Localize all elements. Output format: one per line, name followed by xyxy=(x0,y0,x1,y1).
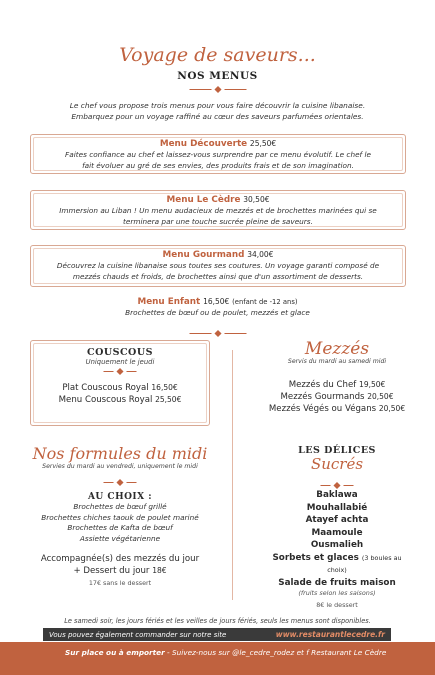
ornament-divider xyxy=(104,367,137,375)
menu-decouverte-box xyxy=(30,134,406,174)
menu-name: Menu Découverte xyxy=(159,139,248,149)
ornament-divider xyxy=(321,481,354,489)
footer-note: Le samedi soir, les jours fériés et les veilles de jours fériés, seuls les menus sont disponibles. xyxy=(64,617,371,625)
couscous-sub: Uniquement le jeudi xyxy=(85,358,155,366)
menu-desc: Découvrez la cuisine libanaise sous toutes ses coutures. Un voyage garanti composé de xyxy=(56,261,380,270)
choix-item: Brochettes chiches taouk de poulet mariné xyxy=(41,512,199,522)
menu-desc: Faites confiance au chef et laissez-vous surprendre par ce menu évolutif. Le chef le xyxy=(65,150,371,159)
delice-item: Sorbets et glaces (3 boules au choix) xyxy=(272,552,402,574)
salade-note: (fruits selon les saisons) xyxy=(298,589,376,597)
delices-list xyxy=(262,489,412,589)
menu-desc: terminera par une touche sucrée pleine de saveurs. xyxy=(123,216,313,226)
menu-desc: mezzés chauds et froids, de brochettes ainsi que d'un assortiment de desserts. xyxy=(72,271,364,281)
delice-item: Maamoule xyxy=(311,527,363,538)
formules-section xyxy=(25,445,215,587)
mezzes-section xyxy=(262,340,412,415)
couscous-title: COUSCOUS xyxy=(87,347,153,358)
choix-list xyxy=(25,502,215,544)
accompagnement-line: Accompagnée(s) des mezzés du jour xyxy=(40,554,200,564)
choix-title: AU CHOIX : xyxy=(87,492,153,502)
section-title-menus: NOS MENUS xyxy=(177,70,258,82)
delice-item: Ousmalieh xyxy=(310,540,364,550)
mezzes-item: Mezzés du Chef 19,50€ xyxy=(288,380,386,390)
mezzes-item: Mezzés Gourmands 20,50€ xyxy=(280,392,394,402)
delice-item: Mouhallabié xyxy=(306,502,368,513)
delices-title: LES DÉLICES xyxy=(298,445,376,456)
delice-item: Salade de fruits maison xyxy=(278,577,396,588)
menu-le-cedre-box xyxy=(30,190,406,230)
intro-line: Le chef vous propose trois menus pour vous faire découvrir la cuisine libanaise. xyxy=(69,101,366,110)
couscous-item: Menu Couscous Royal 25,50€ xyxy=(58,395,182,405)
menu-price: 16,50€ xyxy=(203,297,230,306)
mezzes-title: Mezzés xyxy=(304,339,370,359)
ornament-divider xyxy=(189,329,246,337)
dessert-line: + Dessert du jour 18€ xyxy=(73,566,167,576)
menu-name: Menu Gourmand xyxy=(162,250,245,260)
menu-gourmand-box xyxy=(30,245,406,287)
column-divider xyxy=(232,350,233,600)
menu-desc: Immersion au Liban ! Un menu audacieux de mezzés et de brochettes marinées qui se xyxy=(59,206,377,215)
sans-dessert-note: 17€ sans le dessert xyxy=(88,579,152,587)
website-link[interactable]: www.restaurantlecedre.fr xyxy=(275,630,385,639)
intro-line: Embarquez pour un voyage raffiné au cœur des saveurs parfumées orientales. xyxy=(71,112,364,121)
page-title: Voyage de saveurs... xyxy=(119,44,316,66)
social-bar xyxy=(0,642,435,675)
website-bar xyxy=(43,628,391,641)
choix-item: Brochettes de bœuf grillé xyxy=(73,502,167,511)
menu-name: Menu Le Cèdre xyxy=(166,195,241,205)
choix-item: Assiette végétarienne xyxy=(79,533,161,543)
formules-sub: Servies du mardi au vendredi, uniquement le midi xyxy=(42,463,198,470)
social-text: - Suivez-nous sur @le_cedre_rodez et f Restaurant Le Cèdre xyxy=(167,648,387,657)
couscous-item: Plat Couscous Royal 16,50€ xyxy=(62,383,178,393)
menu-price: 25,50€ xyxy=(249,139,277,148)
dessert-price: 8€ le dessert xyxy=(316,601,358,609)
mezzes-sub: Servis du mardi au samedi midi xyxy=(287,358,387,365)
menu-desc: Brochettes de bœuf ou de poulet, mezzés et glace xyxy=(125,308,310,317)
menu-price: 30,50€ xyxy=(243,195,270,204)
choix-item: Brochettes de Kafta de bœuf xyxy=(67,523,173,532)
menu-enfant xyxy=(0,296,435,319)
delice-item: Atayef achta xyxy=(305,515,369,525)
delice-item: Baklawa xyxy=(316,490,358,500)
menu-name: Menu Enfant xyxy=(137,297,201,307)
delices-section xyxy=(262,445,412,609)
takeaway-text: Sur place ou à emporter xyxy=(65,648,165,657)
ornament-divider xyxy=(189,85,246,93)
menu-desc: fait évoluer au gré de ses envies, des produits frais et de son imagination. xyxy=(82,160,354,170)
delices-script-title: Sucrés xyxy=(310,455,364,473)
mezzes-item: Mezzés Végés ou Végans 20,50€ xyxy=(268,404,406,414)
menu-age-note: (enfant de -12 ans) xyxy=(232,298,298,306)
formules-title: Nos formules du midi xyxy=(32,444,208,463)
ornament-divider xyxy=(104,478,137,486)
couscous-box xyxy=(30,340,210,426)
menus-intro xyxy=(20,100,415,122)
website-text: Vous pouvez également commander sur notre site xyxy=(49,630,227,639)
menu-price: 34,00€ xyxy=(247,250,274,259)
